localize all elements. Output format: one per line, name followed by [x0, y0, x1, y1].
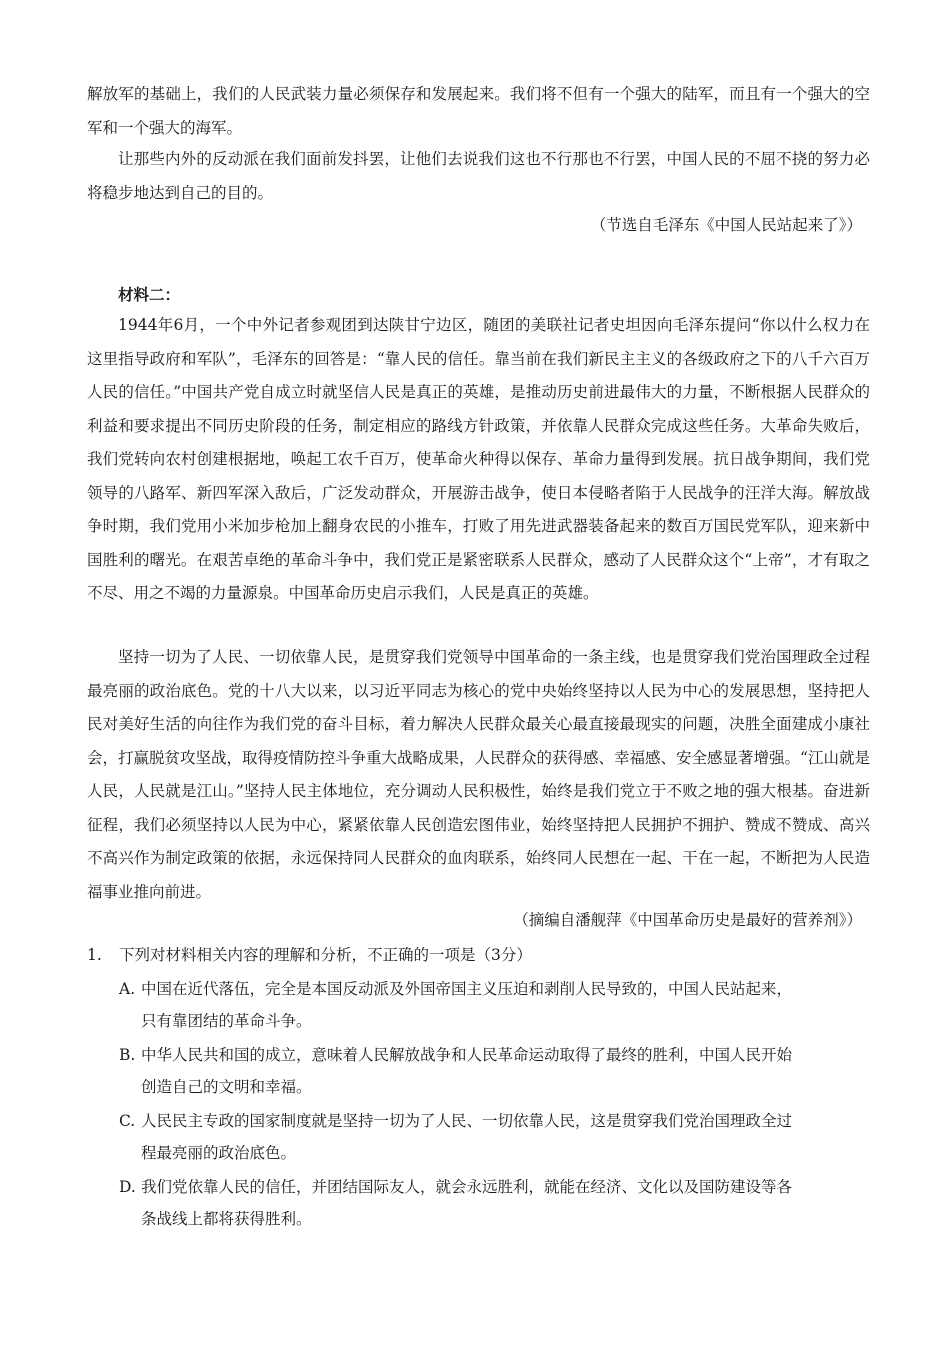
option-letter: D. [119, 1178, 136, 1196]
material2-paragraph-1: 1944年6月，一个中外记者参观团到达陕甘宁边区，随团的美联社记者史坦因向毛泽东提问“你以什么权力在这里指导政府和军队”，毛泽东的回答是：“靠人民的信任。靠当前在我们新民主主义的各级政府之下的八千六百万人民的信任。”中国共产党自成立时就坚信人民是真正的英雄，是推动历史前进最伟大的力量，不断根据人民群众的利益和要求提出不同历史阶段的任务，制定相应的路线方针政策，并依靠人民群众完成这些任务。大革命失败后，我们党转向农村创建根据地，唤起工农千百万，使革命火种得以保存、革命力量得到发展。抗日战争期间，我们党领导的八路军、新四军深入敌后，广泛发动群众，开展游击战争，使日本侵略者陷于人民战争的汪洋大海。解放战争时期，我们党用小米加步枪加上翻身农民的小推车，打败了用先进武器装备起来的数百万国民党军队，迎来新中国胜利的曙光。在艰苦卓绝的革命斗争中，我们党正是紧密联系人民群众，感动了人民群众这个“上帝”，才有取之不尽、用之不竭的力量源泉。中国革命历史启示我们，人民是真正的英雄。 [87, 316, 870, 602]
material1-source: （节选自毛泽东《中国人民站起来了》） [590, 216, 862, 234]
question-text: 下列对材料相关内容的理解和分析，不正确的一项是（3分） [119, 946, 532, 964]
option-letter: C. [119, 1112, 136, 1130]
option-text-line2: 只有靠团结的革命斗争。 [141, 1012, 312, 1030]
option-text-line1: 中国在近代落伍，完全是本国反动派及外国帝国主义压迫和剥削人民导致的，中国人民站起来， [141, 980, 793, 998]
option-text-line1: 中华人民共和国的成立，意味着人民解放战争和人民革命运动取得了最终的胜利，中国人民开始 [141, 1046, 793, 1064]
material1-paragraph-1: 解放军的基础上，我们的人民武装力量必须保存和发展起来。我们将不但有一个强大的陆军，而且有一个强大的空军和一个强大的海军。 [87, 85, 870, 137]
option-letter: A. [119, 980, 136, 998]
option-d [119, 1171, 870, 1235]
option-letter: B. [119, 1046, 136, 1064]
option-text-line2: 条战线上都将获得胜利。 [141, 1210, 312, 1228]
material1-paragraph-2: 让那些内外的反动派在我们面前发抖罢，让他们去说我们这也不行那也不行罢，中国人民的不屈不挠的努力必将稳步地达到自己的目的。 [87, 150, 870, 202]
option-a [119, 973, 870, 1037]
material2-heading: 材料二： [118, 285, 181, 304]
option-text-line2: 创造自己的文明和幸福。 [141, 1078, 312, 1096]
option-text-line2: 程最亮丽的政治底色。 [141, 1144, 297, 1162]
option-text-line1: 我们党依靠人民的信任，并团结国际友人，就会永远胜利，就能在经济、文化以及国防建设等各 [141, 1178, 793, 1196]
material2-source: （摘编自潘舰萍《中国革命历史是最好的营养剂》） [513, 911, 862, 929]
option-c [119, 1105, 870, 1169]
material2-paragraph-2: 坚持一切为了人民、一切依靠人民，是贯穿我们党领导中国革命的一条主线，也是贯穿我们党治国理政全过程最亮丽的政治底色。党的十八大以来，以习近平同志为核心的党中央始终坚持以人民为中心的发展思想，坚持把人民对美好生活的向往作为我们党的奋斗目标，着力解决人民群众最关心最直接最现实的问题，决胜全面建成小康社会，打赢脱贫攻坚战，取得疫情防控斗争重大战略成果，人民群众的获得感、幸福感、安全感显著增强。“江山就是人民，人民就是江山。”坚持人民主体地位，充分调动人民积极性，始终是我们党立于不败之地的强大根基。奋进新征程，我们必须坚持以人民为中心，紧紧依靠人民创造宏图伟业，始终坚持把人民拥护不拥护、赞成不赞成、高兴不高兴作为制定政策的依据，永远保持同人民群众的血肉联系，始终同人民想在一起、干在一起，不断把为人民造福事业推向前进。 [87, 648, 870, 901]
option-text-line1: 人民民主专政的国家制度就是坚持一切为了人民、一切依靠人民，这是贯穿我们党治国理政全过 [141, 1112, 793, 1130]
question-1-stem [87, 940, 532, 970]
option-b [119, 1039, 870, 1103]
question-number: 1. [87, 946, 102, 964]
